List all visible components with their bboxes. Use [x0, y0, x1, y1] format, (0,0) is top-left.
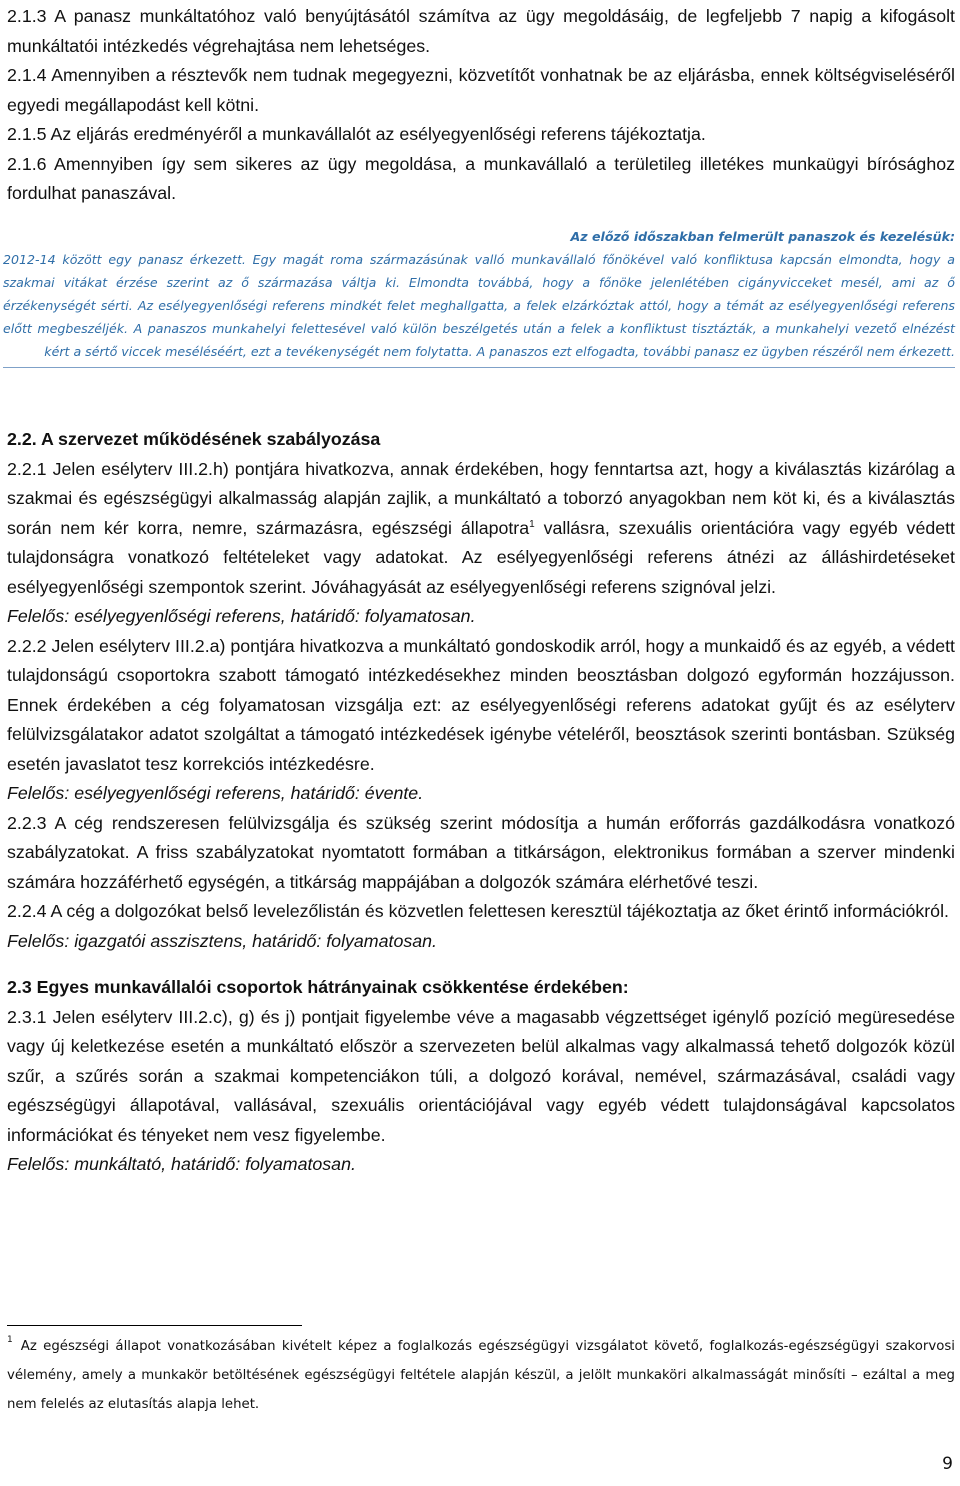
- paragraph-2-2-1: [7, 455, 955, 603]
- footnote-text: Az egészségi állapot vonatkozásában kivételt képez a foglalkozás egészségügyi vizsgálatot követő, foglalkozás-egészségügyi szakorvosi vélemény, amely a munkakör betöltésének egészségügyi feltétele alapján készül, a jelölt munkaköri alkalmasságát minősíti – ezáltal a meg nem felelés az elutasítás alapja lehet.: [7, 1339, 955, 1412]
- paragraph-2-1-6: 2.1.6 Amennyiben így sem sikeres az ügy megoldása, a munkavállaló a területileg illetékes munkaügyi bírósághoz fordulhat panaszával.: [7, 153, 955, 203]
- complaints-box: [3, 225, 955, 368]
- paragraph-2-2-4: 2.2.4 A cég a dolgozókat belső levelezőlistán és közvetlen felettesen keresztül tájékoztatja az őket érintő információkról.: [7, 901, 949, 921]
- responsible-2-2-4: Felelős: igazgatói asszisztens, határidő: folyamatosan.: [7, 930, 437, 951]
- paragraph-2-1-4: 2.1.4 Amennyiben a résztevők nem tudnak megegyezni, közvetítőt vonhatnak be az eljárásba, ennek költségviseléséről egyedi megállapodást kell kötni.: [7, 65, 955, 115]
- complaints-text: 2012-14 között egy panasz érkezett. Egy magát roma származásúnak valló munkavállaló főnökével való konfliktusa kapcsán elmondta, hogy a szakmai vitákat érzése szerint az ő származása váltja ki. Elmondta továbbá, hogy a főnöke jelenlétében cigányvicceket mesél, ami az ő érzékenységét sérti. Az esélyegyenlőségi referens mindkét felet meghallgatta, a felek elzárkóztak attól, hogy a témát az esélyegyenlőségi referens előtt megbeszéljék. A panaszos munkahelyi felettesével való külön beszélgetés után a felek a konfliktust tisztázták, a munkahelyi vezető elnézést kért a sértő viccek meséléséért, ezt a tevékenységét nem folytatta. A panaszos ezt elfogadta, további panasz ez ügyben részéről nem érkezett.: [3, 252, 955, 360]
- intro-paragraphs: [7, 2, 955, 209]
- paragraph-2-2-1-text-a: 2.2.1 Jelen esélyterv III.2.h) pontjára hivatkozva, annak érdekében, hogy fenntartsa azt, hogy a kiválasztás kizárólag a szakmai és egészségügyi alkalmasság alapján zajlik, a munkáltató a toborzó anyagokban nem köt ki, és a kiválasztás során nem kér korra, nemre, származásra, egészségi állapotra: [7, 458, 955, 538]
- responsible-2-3-1: Felelős: munkáltató, határidő: folyamatosan.: [7, 1154, 356, 1174]
- paragraph-2-2-1-text-b: vallásra, szexuális orientációra vagy egyéb védett tulajdonságra vonatkozó feltételeket vagy adatokat. Az esélyegyenlőségi referens átnézi az álláshirdetéseket esélyegyenlőségi szempontok szerint. Jóváhagyását az esélyegyenlőségi referens szignóval jelzi.: [7, 517, 955, 597]
- footnote: [7, 1332, 955, 1419]
- footnote-separator: [7, 1325, 302, 1326]
- section-gap: [7, 956, 955, 973]
- footnote-number: 1: [7, 1335, 13, 1345]
- paragraph-2-1-3: 2.1.3 A panasz munkáltatóhoz való benyújtásától számítva az ügy megoldásáig, de legfeljebb 7 napig a kifogásolt munkáltatói intézkedés végrehajtása nem lehetséges.: [7, 6, 955, 56]
- footnote-ref[interactable]: 1: [529, 518, 535, 530]
- main-content: [7, 425, 955, 1180]
- complaints-heading: Az előző időszakban felmerült panaszok és kezelésük:: [570, 229, 955, 244]
- paragraph-2-3-1: 2.3.1 Jelen esélyterv III.2.c), g) és j) pontjait figyelembe véve a magasabb végzettséget igénylő pozíció megüresedése vagy új keletkezése esetén a munkáltató először a szervezeten belül alkalmas vagy alkalmassá tehető dolgozók közül szűr, a szűrés során a szakmai kompetenciákon túli, a dolgozó korával, nemével, származásával, családi vagy egészségügyi állapotával, vallásával, szexuális orientációjával vagy egyéb védett tulajdonságával kapcsolatos információkat és tényeket nem vesz figyelembe.: [7, 1006, 955, 1145]
- responsible-2-2-1: Felelős: esélyegyenlőségi referens, határidő: folyamatosan.: [7, 606, 476, 626]
- paragraph-2-2-3: 2.2.3 A cég rendszeresen felülvizsgálja és szükség szerint módosítja a humán erőforrás gazdálkodásra vonatkozó szabályzatokat. A friss szabályzatokat nyomtatott formában a titkárságon, elektronikus formában a szerver mindenki számára hozzáférhető egységén, a titkárság mappájában a dolgozók számára elérhetővé teszi.: [7, 812, 955, 892]
- paragraph-2-2-2: 2.2.2 Jelen esélyterv III.2.a) pontjára hivatkozva a munkáltató gondoskodik arról, hogy a munkaidő és az egyéb, a védett tulajdonságú csoportokra szabott támogató intézkedésekhez minden beosztásban dolgozó egyformán hozzájusson. Ennek érdekében a cég folyamatosan vizsgálja ezt: az esélyegyenlőségi referens adatokat gyűjt és az esélyterv felülvizsgálatakor adatot szolgáltat a támogató intézkedések igénybe vételéről, beosztások szerinti bontásban. Szükség esetén javaslatot tesz korrekciós intézkedésre.: [7, 635, 955, 774]
- paragraph-2-1-5: 2.1.5 Az eljárás eredményéről a munkavállalót az esélyegyenlőségi referens tájékoztatja.: [7, 124, 706, 144]
- section-2-2-heading: 2.2. A szervezet működésének szabályozása: [7, 429, 381, 449]
- section-2-3-heading: 2.3 Egyes munkavállalói csoportok hátrányainak csökkentése érdekében:: [7, 977, 629, 997]
- page-number: 9: [942, 1454, 953, 1474]
- responsible-2-2-2: Felelős: esélyegyenlőségi referens, határidő: évente.: [7, 783, 424, 803]
